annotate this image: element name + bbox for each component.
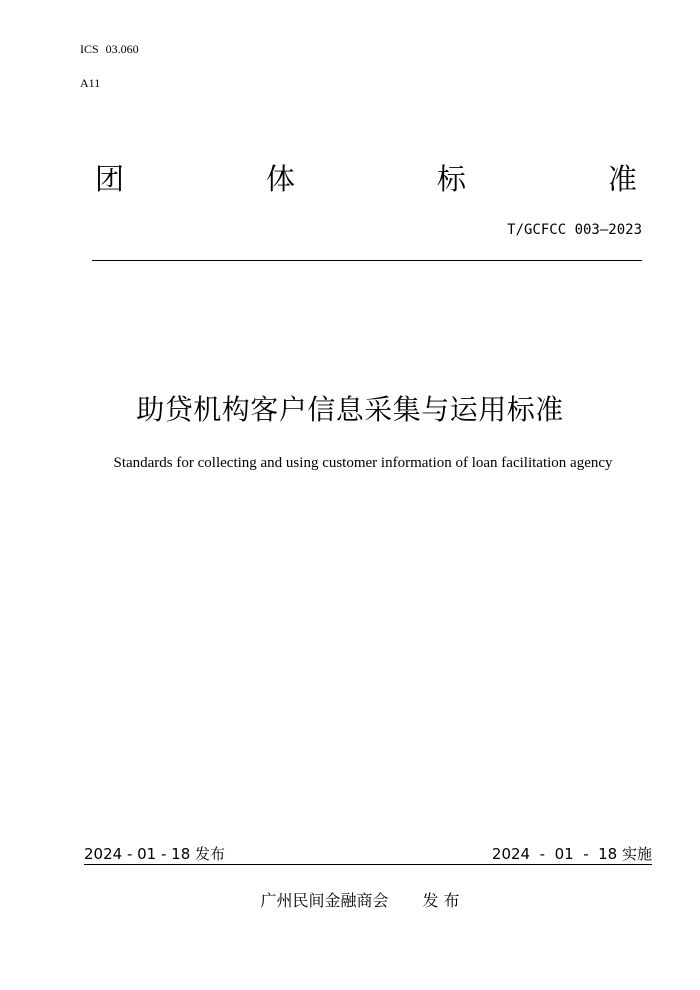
issuer-line (0, 888, 700, 911)
release-date: 2024 - 01 - 18 发布 (84, 845, 226, 863)
issuer-name: 广州民间金融商会 (260, 891, 389, 910)
issue-label: 发 布 (422, 891, 460, 910)
document-title-zh: 助贷机构客户信息采集与运用标准 (136, 393, 564, 426)
ccs-code: A11 (80, 76, 101, 90)
standard-type-char: 团 (95, 162, 125, 196)
standard-type-char: 标 (436, 162, 466, 196)
header-divider (92, 260, 642, 261)
standard-number: T/GCFCC 003—2023 (507, 222, 642, 238)
standard-type-char: 准 (607, 162, 637, 196)
standard-type (95, 162, 637, 196)
document-title-en: Standards for collecting and using customer information of loan facilitation agency (113, 455, 613, 471)
footer-divider (84, 864, 652, 865)
standard-type-char: 体 (265, 162, 295, 196)
ics-code: ICS 03.060 (80, 42, 139, 56)
implementation-date: 2024 - 01 - 18 实施 (491, 845, 652, 863)
